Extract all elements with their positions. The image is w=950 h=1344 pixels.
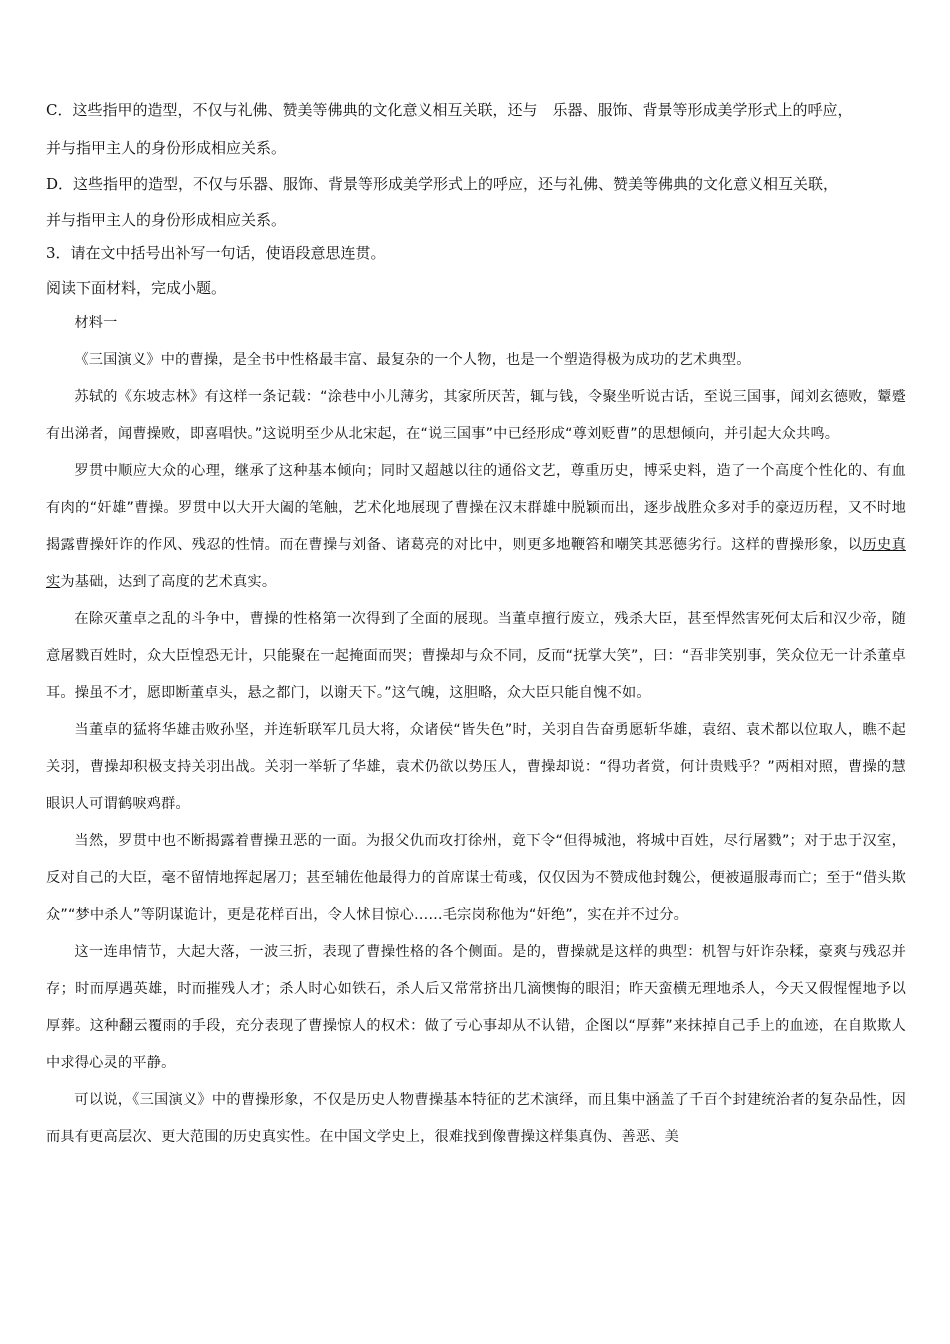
- material-paragraph: 当董卓的猛将华雄击败孙坚，并连斩联军几员大将，众诸侯“皆失色”时，关羽自告奋勇愿斩华雄，袁绍、袁术都以位取人，瞧不起关羽，曹操却积极支持关羽出战。关羽一举斩了华雄，袁术仍欲以势压人，曹操却说：“得功者赏，何计贵贱乎？”两相对照，曹操的慧眼识人可谓鹤唳鸡群。: [46, 722, 906, 812]
- material-paragraph: 可以说，《三国演义》中的曹操形象，不仅是历史人物曹操基本特征的艺术演绎，而且集中涵盖了千百个封建统治者的复杂品性，因而具有更高层次、更大范围的历史真实性。在中国文学史上，很难找到像曹操这样集真伪、善恶、美: [46, 1092, 906, 1145]
- paragraph-text: 罗贯中顺应大众的心理，继承了这种基本倾向；同时又超越以往的通俗文艺，尊重历史，博采史料，造了一个高度个性化的、有血有肉的“奸雄”曹操。罗贯中以大开大阖的笔触，艺术化地展现了曹操在汉末群雄中脱颖而出，逐步战胜众多对手的豪迈历程，又不时地揭露曹操奸诈的作风、残忍的性情。而在曹操与刘备、诸葛亮的对比中，则更多地鞭笞和嘲笑其恶德劣行。这样的曹操形象，以: [46, 463, 906, 553]
- option-c-line2: 并与指甲主人的身份形成相应关系。: [46, 139, 287, 157]
- underlined-phrase: 历史真实: [46, 537, 906, 590]
- question-3: 3．请在文中括号出补写一句话，使语段意思连贯。: [46, 244, 386, 262]
- material-one: [46, 305, 906, 1156]
- material-paragraph: [46, 453, 906, 601]
- material-paragraph: 这一连串情节，大起大落，一波三折，表现了曹操性格的各个侧面。是的，曹操就是这样的典型：机智与奸诈杂糅，豪爽与残忍并存；时而厚遇英雄，时而摧残人才；杀人时心如铁石，杀人后又常常挤出几滴懊悔的眼泪；昨天蛮横无理地杀人，今天又假惺惺地予以厚葬。这种翻云覆雨的手段，充分表现了曹操惊人的权术：做了亏心事却从不认错，企图以“厚葬”来抹掉自己手上的血迹，在自欺欺人中求得心灵的平静。: [46, 944, 906, 1071]
- reading-instruction: 阅读下面材料，完成小题。: [46, 279, 227, 297]
- option-c-line1: C．这些指甲的造型，不仅与礼佛、赞美等佛典的文化意义相互关联，还与 乐器、服饰、背景等形成美学形式上的呼应，: [46, 101, 853, 119]
- material-paragraph: 当然，罗贯中也不断揭露着曹操丑恶的一面。为报父仇而攻打徐州，竟下令“但得城池，将城中百姓，尽行屠戮”；对于忠于汉室，反对自己的大臣，毫不留情地挥起屠刀；甚至辅佐他最得力的首席谋士荀彧，仅仅因为不赞成他封魏公，便被逼服毒而亡；至于“借头欺众”“梦中杀人”等阴谋诡计，更是花样百出，令人怵目惊心……毛宗岗称他为“奸绝”，实在并不过分。: [46, 833, 906, 923]
- material-paragraph: 《三国演义》中的曹操，是全书中性格最丰富、最复杂的一个人物，也是一个塑造得极为成功的艺术典型。: [74, 352, 751, 368]
- option-d-line1: D．这些指甲的造型，不仅与乐器、服饰、背景等形成美学形式上的呼应，还与礼佛、赞美等佛典的文化意义相互关联，: [46, 175, 839, 193]
- material-label: 材料一: [74, 315, 118, 331]
- option-d-line2: 并与指甲主人的身份形成相应关系。: [46, 211, 287, 229]
- material-paragraph: 在除灭董卓之乱的斗争中，曹操的性格第一次得到了全面的展现。当董卓擅行废立，残杀大臣，甚至悍然害死何太后和汉少帝，随意屠戮百姓时，众大臣惶恐无计，只能聚在一起掩面而哭；曹操却与众不同，反而“抚掌大笑”，曰：“吾非笑别事，笑众位无一计杀董卓耳。操虽不才，愿即断董卓头，悬之都门，以谢天下。”这气魄，这胆略，众大臣只能自愧不如。: [46, 611, 906, 701]
- material-paragraph: 苏轼的《东坡志林》有这样一条记载：“涂巷中小儿薄劣，其家所厌苦，辄与钱，令聚坐听说古话，至说三国事，闻刘玄德败，颦蹙有出涕者，闻曹操败，即喜唱快。”这说明至少从北宋起，在“说三国事”中已经形成“尊刘贬曹”的思想倾向，并引起大众共鸣。: [46, 389, 906, 442]
- paragraph-text: 为基础，达到了高度的艺术真实。: [60, 574, 277, 590]
